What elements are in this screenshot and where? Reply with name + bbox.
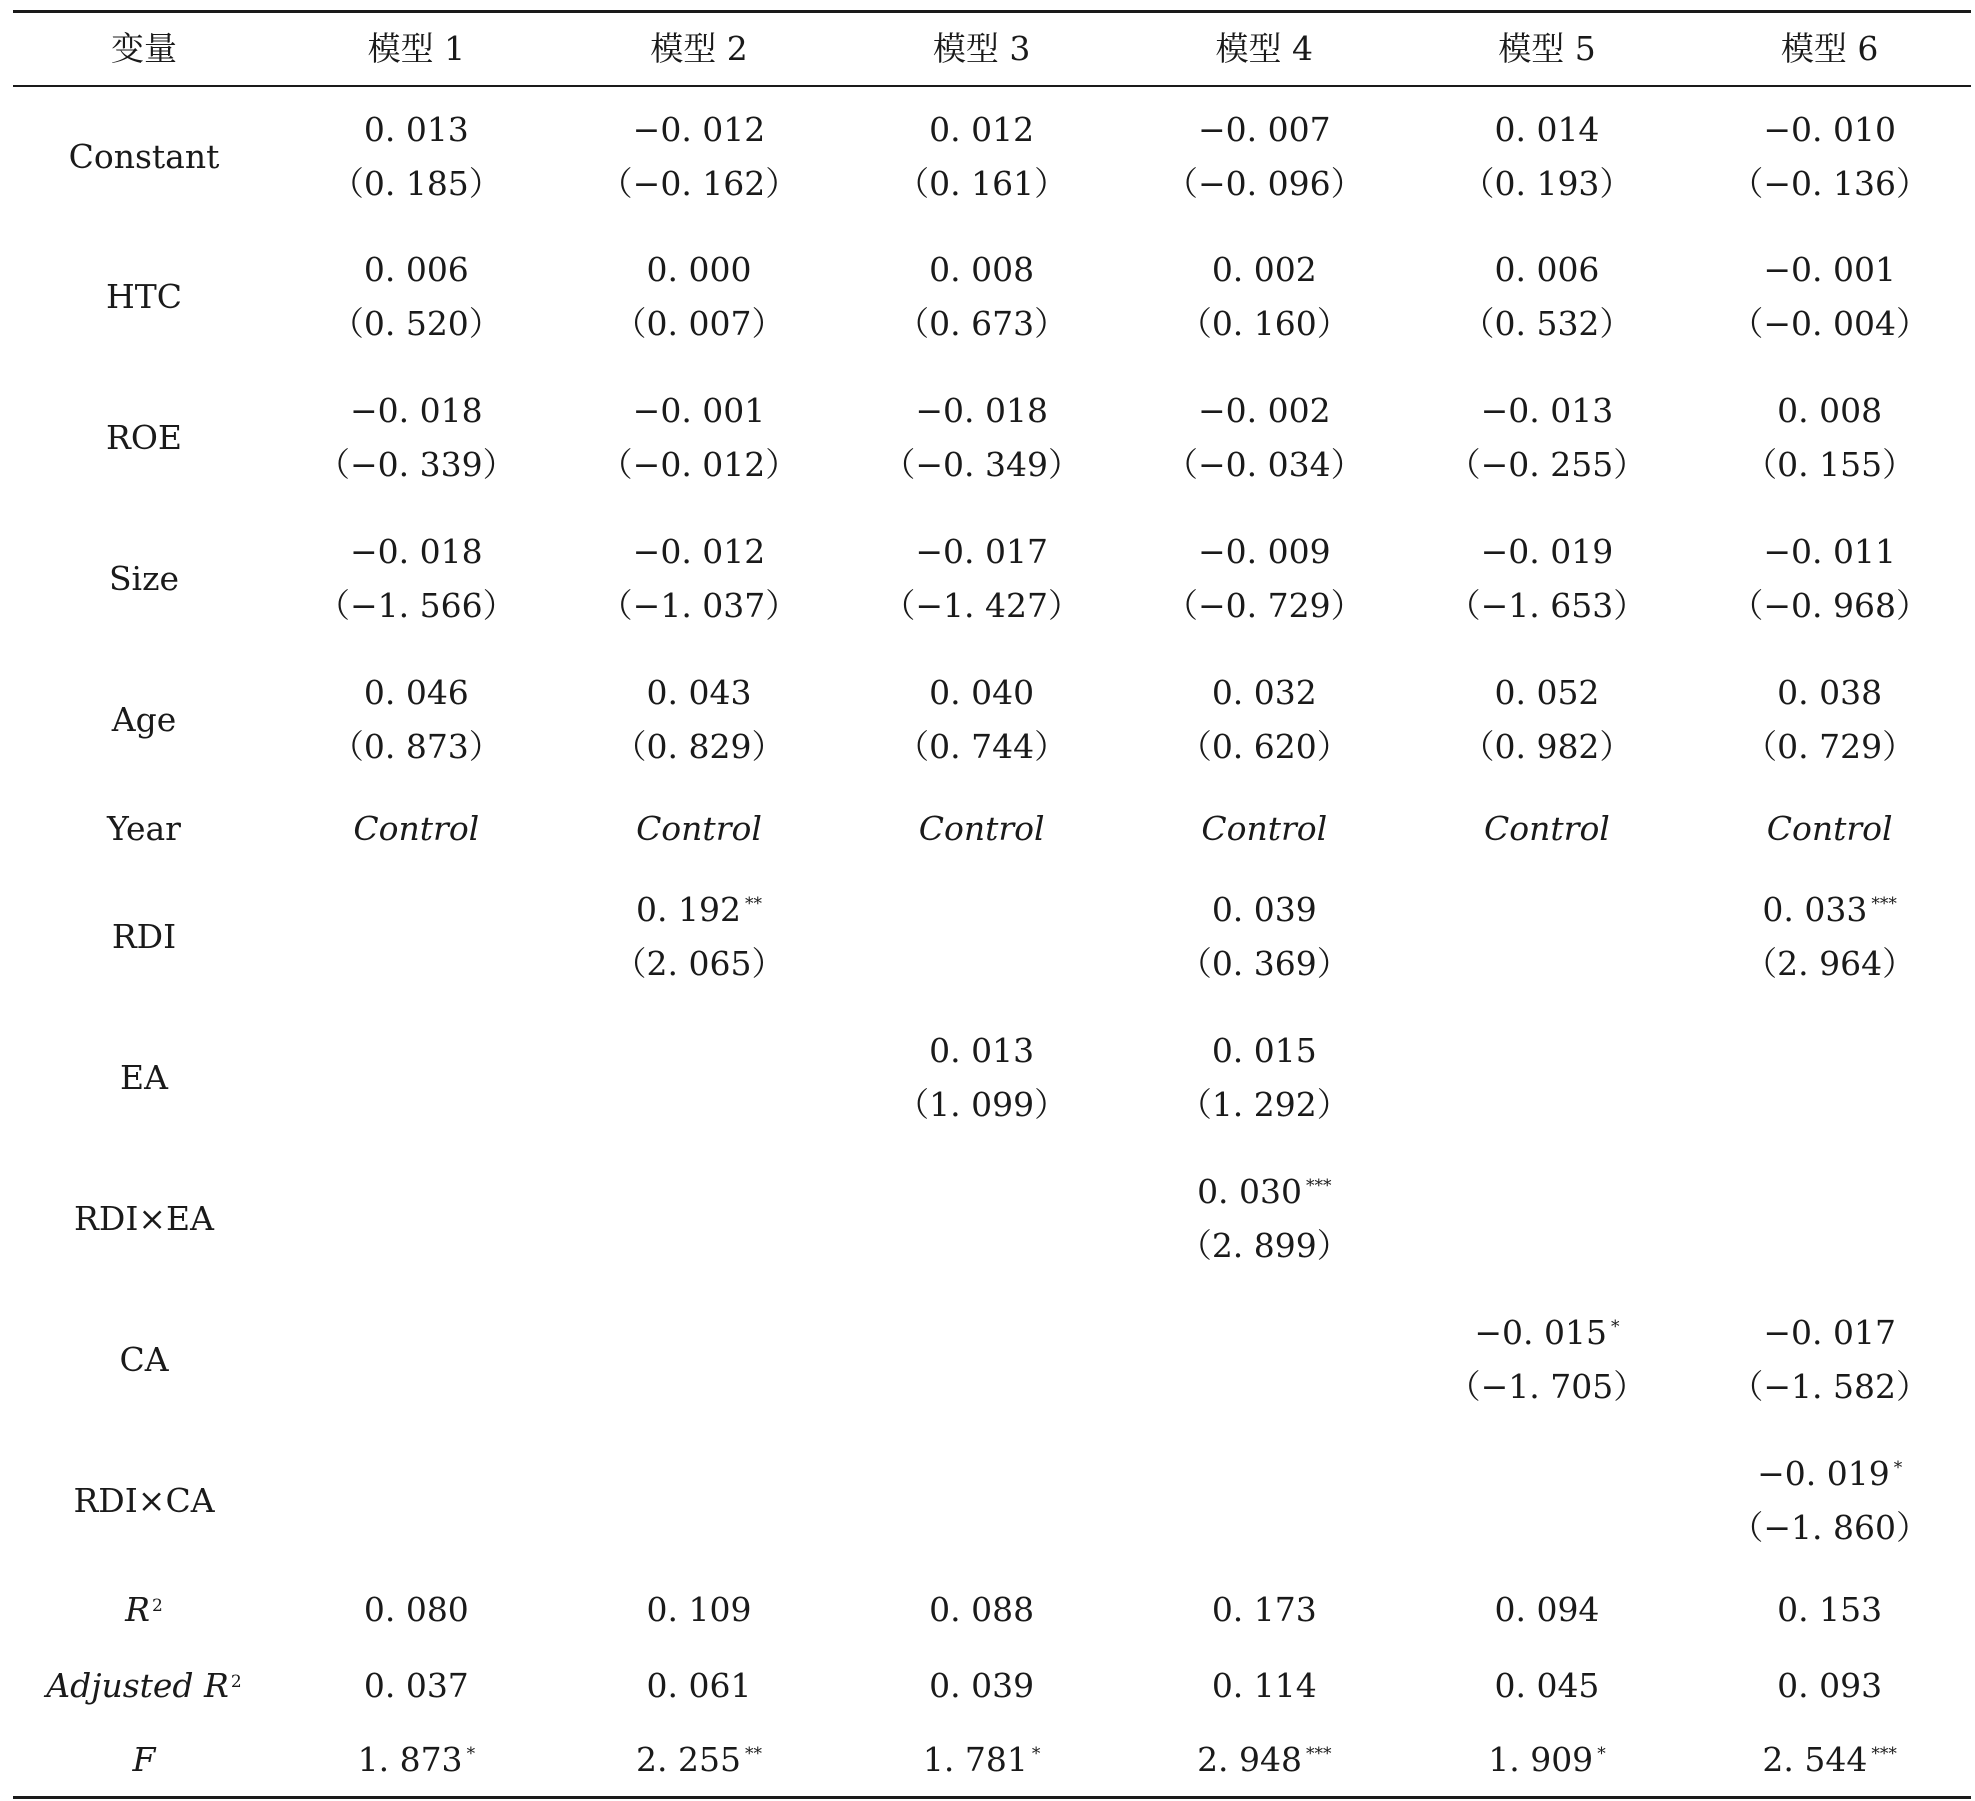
data-cell xyxy=(275,791,558,867)
coefficient: −0. 013 xyxy=(1480,391,1614,430)
table-row xyxy=(13,791,1971,867)
header-model-3: 模型 3 xyxy=(840,12,1123,86)
coefficient: 0. 014 xyxy=(1494,109,1600,149)
t-statistic: （−0. 136） xyxy=(1730,163,1929,203)
coefficient: −0. 017 xyxy=(1763,1313,1896,1352)
row-label: HTC xyxy=(105,277,183,316)
coefficient-value xyxy=(1688,384,1971,438)
data-cell xyxy=(840,1008,1123,1149)
stat-value: 1. 781 xyxy=(922,1739,1028,1779)
data-cell xyxy=(275,227,558,368)
coefficient-value xyxy=(1688,243,1971,297)
coefficient: 0. 046 xyxy=(363,673,469,712)
t-statistic: （0. 161） xyxy=(896,163,1068,203)
control-text: Control xyxy=(1201,808,1328,848)
data-cell xyxy=(1406,509,1689,650)
t-statistic: （−0. 968） xyxy=(1730,586,1929,625)
stat-cell xyxy=(558,1572,841,1648)
coefficient: −0. 012 xyxy=(632,532,766,571)
coefficient: −0. 002 xyxy=(1197,391,1331,430)
coefficient-value xyxy=(1688,883,1971,937)
t-statistic: （0. 185） xyxy=(330,163,502,203)
control-text: Control xyxy=(1484,808,1610,848)
t-statistic: （−0. 162） xyxy=(599,163,799,203)
data-cell xyxy=(1406,86,1689,227)
t-statistic: （−1. 705） xyxy=(1447,1367,1647,1406)
coefficient: 0. 000 xyxy=(646,250,752,289)
data-cell xyxy=(1406,368,1689,509)
data-cell xyxy=(1123,368,1406,509)
coefficient: 0. 008 xyxy=(929,250,1035,289)
t-statistic: （−1. 037） xyxy=(599,586,799,625)
stat-label-text: Adjusted R xyxy=(46,1665,229,1705)
stat-label-text: F xyxy=(132,1739,156,1779)
row-label: CA xyxy=(119,1340,169,1379)
data-cell xyxy=(275,1149,558,1290)
stat-cell xyxy=(840,1648,1123,1724)
data-cell xyxy=(1688,1431,1971,1572)
significance-stars: * xyxy=(1597,1743,1606,1764)
data-cell xyxy=(1688,1290,1971,1431)
coefficient-value xyxy=(1123,883,1406,937)
significance-stars: *** xyxy=(1306,1743,1332,1764)
superscript: 2 xyxy=(152,1595,163,1616)
stat-value: 2. 948 xyxy=(1197,1739,1303,1779)
data-cell xyxy=(840,1290,1123,1431)
coefficient-value xyxy=(1688,666,1971,720)
data-cell xyxy=(275,1290,558,1431)
t-statistic: （0. 982） xyxy=(1461,727,1633,766)
t-statistic: （−0. 034） xyxy=(1164,445,1364,484)
data-cell xyxy=(1688,509,1971,650)
data-cell xyxy=(558,1290,841,1431)
table-row xyxy=(13,227,1971,368)
coefficient: 0. 015 xyxy=(1211,1031,1317,1070)
data-cell xyxy=(1406,791,1689,867)
stat-value: 0. 109 xyxy=(646,1589,752,1629)
data-cell xyxy=(1406,650,1689,791)
row-label: RDI xyxy=(111,917,177,956)
stat-cell xyxy=(1123,1572,1406,1648)
row-label: ROE xyxy=(106,418,182,457)
stat-cell xyxy=(1406,1648,1689,1724)
data-cell xyxy=(1406,1290,1689,1431)
coefficient-value xyxy=(558,243,841,297)
data-cell xyxy=(558,650,841,791)
t-statistic: （2. 964） xyxy=(1744,944,1916,983)
t-statistic: （−0. 255） xyxy=(1447,445,1647,484)
stat-cell xyxy=(275,1572,558,1648)
stat-cell xyxy=(1688,1572,1971,1648)
stat-cell xyxy=(1123,1648,1406,1724)
coefficient: −0. 011 xyxy=(1763,532,1896,571)
stat-row xyxy=(13,1648,1971,1724)
stat-cell xyxy=(1688,1648,1971,1724)
stat-cell xyxy=(840,1724,1123,1798)
t-statistic: （0. 673） xyxy=(896,304,1068,343)
stat-value: 0. 080 xyxy=(363,1589,469,1629)
stat-value: 0. 093 xyxy=(1777,1665,1883,1705)
header-variable: 变量 xyxy=(13,12,275,86)
stat-cell xyxy=(1406,1724,1689,1798)
coefficient-value xyxy=(275,525,558,579)
data-cell xyxy=(558,1008,841,1149)
t-statistic: （2. 899） xyxy=(1178,1226,1350,1265)
row-label: Year xyxy=(107,808,181,848)
significance-stars: ** xyxy=(744,1743,762,1764)
coefficient: −0. 019 xyxy=(1480,532,1614,571)
table-row xyxy=(13,1290,1971,1431)
coefficient: 0. 039 xyxy=(1211,890,1317,929)
table-row xyxy=(13,86,1971,227)
stat-value: 0. 173 xyxy=(1211,1589,1317,1629)
stat-value: 0. 037 xyxy=(363,1665,469,1705)
data-cell xyxy=(840,509,1123,650)
coefficient-value xyxy=(1688,1447,1971,1501)
coefficient-value xyxy=(275,384,558,438)
table-row xyxy=(13,1149,1971,1290)
data-cell xyxy=(1406,1008,1689,1149)
t-statistic: （−1. 860） xyxy=(1730,1508,1929,1547)
coefficient: 0. 030 xyxy=(1197,1172,1303,1211)
coefficient-value xyxy=(1123,243,1406,297)
data-cell xyxy=(1123,509,1406,650)
stat-value: 0. 061 xyxy=(646,1665,752,1705)
t-statistic: （0. 829） xyxy=(613,727,785,766)
data-cell xyxy=(1123,1149,1406,1290)
t-statistic: （1. 292） xyxy=(1178,1085,1350,1124)
row-label: RDI×EA xyxy=(74,1199,214,1238)
coefficient-value xyxy=(840,666,1123,720)
t-statistic: （−0. 096） xyxy=(1164,163,1364,203)
stat-value: 0. 114 xyxy=(1211,1665,1317,1705)
stat-cell xyxy=(275,1648,558,1724)
header-model-2: 模型 2 xyxy=(558,12,841,86)
stat-cell xyxy=(1123,1724,1406,1798)
coefficient-value xyxy=(1688,525,1971,579)
coefficient: 0. 006 xyxy=(1494,250,1600,289)
coefficient-value xyxy=(558,384,841,438)
coefficient-value xyxy=(558,666,841,720)
control-text: Control xyxy=(636,808,762,848)
t-statistic: （0. 729） xyxy=(1744,727,1916,766)
data-cell xyxy=(1123,791,1406,867)
control-text: Control xyxy=(1766,808,1893,848)
coefficient-value xyxy=(275,103,558,157)
header-model-1: 模型 1 xyxy=(275,12,558,86)
data-cell xyxy=(1123,1431,1406,1572)
t-statistic: （0. 007） xyxy=(613,304,785,343)
stat-cell xyxy=(558,1724,841,1798)
coefficient: −0. 018 xyxy=(350,391,483,430)
coefficient-value xyxy=(1688,103,1971,157)
stat-cell xyxy=(840,1572,1123,1648)
significance-stars: *** xyxy=(1306,1176,1332,1196)
data-cell xyxy=(1688,867,1971,1008)
data-cell xyxy=(275,1008,558,1149)
data-cell xyxy=(1688,1149,1971,1290)
data-cell xyxy=(275,509,558,650)
coefficient-value xyxy=(1123,1165,1406,1219)
stat-label xyxy=(13,1724,275,1798)
coefficient: 0. 043 xyxy=(646,673,752,712)
coefficient: −0. 018 xyxy=(915,391,1048,430)
t-statistic: （2. 065） xyxy=(613,944,785,983)
stat-value: 0. 045 xyxy=(1494,1665,1600,1705)
coefficient: −0. 001 xyxy=(632,391,766,430)
table-row xyxy=(13,650,1971,791)
coefficient-value xyxy=(1406,1306,1689,1360)
coefficient-value xyxy=(1688,1306,1971,1360)
data-cell xyxy=(275,368,558,509)
data-cell xyxy=(1123,650,1406,791)
header-model-5: 模型 5 xyxy=(1406,12,1689,86)
table-body xyxy=(13,86,1971,1798)
control-text: Control xyxy=(918,808,1045,848)
t-statistic: （−0. 012） xyxy=(599,445,799,484)
coefficient-value xyxy=(275,666,558,720)
t-statistic: （0. 873） xyxy=(330,727,502,766)
t-statistic: （0. 744） xyxy=(896,727,1068,766)
t-statistic: （0. 620） xyxy=(1178,727,1350,766)
coefficient: 0. 040 xyxy=(929,673,1035,712)
stat-value: 0. 039 xyxy=(929,1665,1035,1705)
coefficient: −0. 007 xyxy=(1197,109,1331,149)
stat-cell xyxy=(558,1648,841,1724)
coefficient: −0. 017 xyxy=(915,532,1048,571)
t-statistic: （−0. 349） xyxy=(882,445,1081,484)
coefficient-value xyxy=(840,384,1123,438)
header-model-6: 模型 6 xyxy=(1688,12,1971,86)
coefficient-value xyxy=(1123,525,1406,579)
coefficient-value xyxy=(1406,525,1689,579)
t-statistic: （0. 193） xyxy=(1461,163,1633,203)
data-cell xyxy=(558,791,841,867)
coefficient: 0. 192 xyxy=(636,890,741,929)
t-statistic: （−1. 427） xyxy=(882,586,1081,625)
coefficient: −0. 001 xyxy=(1763,250,1896,289)
stat-value: 1. 909 xyxy=(1488,1739,1594,1779)
coefficient-value xyxy=(558,103,841,157)
data-cell xyxy=(275,86,558,227)
stat-label xyxy=(13,1648,275,1724)
t-statistic: （1. 099） xyxy=(896,1085,1068,1124)
coefficient-value xyxy=(840,103,1123,157)
t-statistic: （0. 532） xyxy=(1461,304,1633,343)
significance-stars: * xyxy=(1611,1317,1620,1337)
coefficient-value xyxy=(1123,384,1406,438)
row-label: RDI×CA xyxy=(73,1481,215,1520)
header-model-4: 模型 4 xyxy=(1123,12,1406,86)
stat-value: 0. 094 xyxy=(1494,1589,1600,1629)
coefficient: −0. 009 xyxy=(1197,532,1331,571)
t-statistic: （−1. 566） xyxy=(317,586,516,625)
data-cell xyxy=(275,650,558,791)
coefficient: −0. 012 xyxy=(632,109,766,149)
coefficient-value xyxy=(558,883,841,937)
row-label: EA xyxy=(120,1058,168,1097)
data-cell xyxy=(1406,227,1689,368)
t-statistic: （−0. 729） xyxy=(1164,586,1364,625)
coefficient-value xyxy=(1406,384,1689,438)
stat-value: 2. 544 xyxy=(1762,1739,1868,1779)
coefficient-value xyxy=(840,525,1123,579)
coefficient-value xyxy=(1123,666,1406,720)
data-cell xyxy=(275,1431,558,1572)
coefficient: 0. 013 xyxy=(363,109,469,149)
data-cell xyxy=(1688,227,1971,368)
data-cell xyxy=(1688,791,1971,867)
table-row xyxy=(13,867,1971,1008)
t-statistic: （0. 160） xyxy=(1178,304,1350,343)
stat-cell xyxy=(275,1724,558,1798)
coefficient: −0. 019 xyxy=(1757,1454,1890,1493)
t-statistic: （0. 155） xyxy=(1744,445,1916,484)
data-cell xyxy=(1688,368,1971,509)
stat-row xyxy=(13,1572,1971,1648)
t-statistic: （0. 520） xyxy=(330,304,502,343)
data-cell xyxy=(1123,1290,1406,1431)
data-cell xyxy=(1688,650,1971,791)
significance-stars: *** xyxy=(1871,894,1897,914)
coefficient: 0. 012 xyxy=(929,109,1035,149)
coefficient: 0. 013 xyxy=(929,1031,1035,1070)
regression-results-table xyxy=(13,10,1971,1799)
coefficient-value xyxy=(1123,1024,1406,1078)
data-cell xyxy=(840,650,1123,791)
data-cell xyxy=(840,368,1123,509)
superscript: 2 xyxy=(230,1671,242,1692)
stat-row xyxy=(13,1724,1971,1798)
data-cell xyxy=(840,791,1123,867)
coefficient: 0. 052 xyxy=(1494,673,1600,712)
coefficient-value xyxy=(840,243,1123,297)
significance-stars: * xyxy=(1893,1458,1903,1478)
data-cell xyxy=(840,227,1123,368)
stat-value: 0. 088 xyxy=(929,1589,1035,1629)
stat-value: 2. 255 xyxy=(636,1739,741,1779)
coefficient-value xyxy=(1406,243,1689,297)
table-row xyxy=(13,1431,1971,1572)
coefficient: 0. 002 xyxy=(1211,250,1317,289)
row-label: Constant xyxy=(68,136,220,176)
data-cell xyxy=(558,1149,841,1290)
stat-value: 0. 153 xyxy=(1777,1589,1883,1629)
coefficient: 0. 032 xyxy=(1211,673,1317,712)
stat-label-text: R xyxy=(125,1589,151,1629)
control-text: Control xyxy=(353,808,480,848)
t-statistic: （−0. 004） xyxy=(1730,304,1929,343)
table-row xyxy=(13,1008,1971,1149)
coefficient: −0. 015 xyxy=(1474,1313,1608,1352)
data-cell xyxy=(1123,86,1406,227)
data-cell xyxy=(840,1431,1123,1572)
data-cell xyxy=(558,368,841,509)
coefficient: 0. 006 xyxy=(363,250,469,289)
data-cell xyxy=(1406,1431,1689,1572)
coefficient-value xyxy=(1123,103,1406,157)
data-cell xyxy=(1123,1008,1406,1149)
t-statistic: （−1. 653） xyxy=(1447,586,1647,625)
t-statistic: （−1. 582） xyxy=(1730,1367,1929,1406)
table-row xyxy=(13,368,1971,509)
coefficient-value xyxy=(840,1024,1123,1078)
t-statistic: （−0. 339） xyxy=(317,445,516,484)
coefficient: 0. 033 xyxy=(1762,890,1868,929)
data-cell xyxy=(1406,1149,1689,1290)
data-cell xyxy=(840,86,1123,227)
data-cell xyxy=(558,867,841,1008)
significance-stars: * xyxy=(1031,1743,1041,1764)
significance-stars: *** xyxy=(1871,1743,1897,1764)
coefficient: −0. 010 xyxy=(1763,109,1896,149)
data-cell xyxy=(1123,867,1406,1008)
coefficient: 0. 038 xyxy=(1777,673,1883,712)
stat-value: 1. 873 xyxy=(357,1739,463,1779)
row-label: Size xyxy=(108,559,180,598)
data-cell xyxy=(558,509,841,650)
coefficient-value xyxy=(558,525,841,579)
coefficient-value xyxy=(1406,103,1689,157)
row-label: Age xyxy=(111,700,177,739)
data-cell xyxy=(275,867,558,1008)
stat-cell xyxy=(1406,1572,1689,1648)
data-cell xyxy=(1688,1008,1971,1149)
data-cell xyxy=(1123,227,1406,368)
data-cell xyxy=(1688,86,1971,227)
header-row xyxy=(13,12,1971,86)
t-statistic: （0. 369） xyxy=(1178,944,1350,983)
data-cell xyxy=(558,86,841,227)
table-row xyxy=(13,509,1971,650)
data-cell xyxy=(840,1149,1123,1290)
stat-label xyxy=(13,1572,275,1648)
data-cell xyxy=(558,1431,841,1572)
data-cell xyxy=(558,227,841,368)
coefficient: −0. 018 xyxy=(350,532,483,571)
coefficient-value xyxy=(275,243,558,297)
significance-stars: * xyxy=(466,1743,476,1764)
coefficient: 0. 008 xyxy=(1777,391,1883,430)
data-cell xyxy=(840,867,1123,1008)
significance-stars: ** xyxy=(744,894,762,914)
coefficient-value xyxy=(1406,666,1689,720)
stat-cell xyxy=(1688,1724,1971,1798)
data-cell xyxy=(1406,867,1689,1008)
